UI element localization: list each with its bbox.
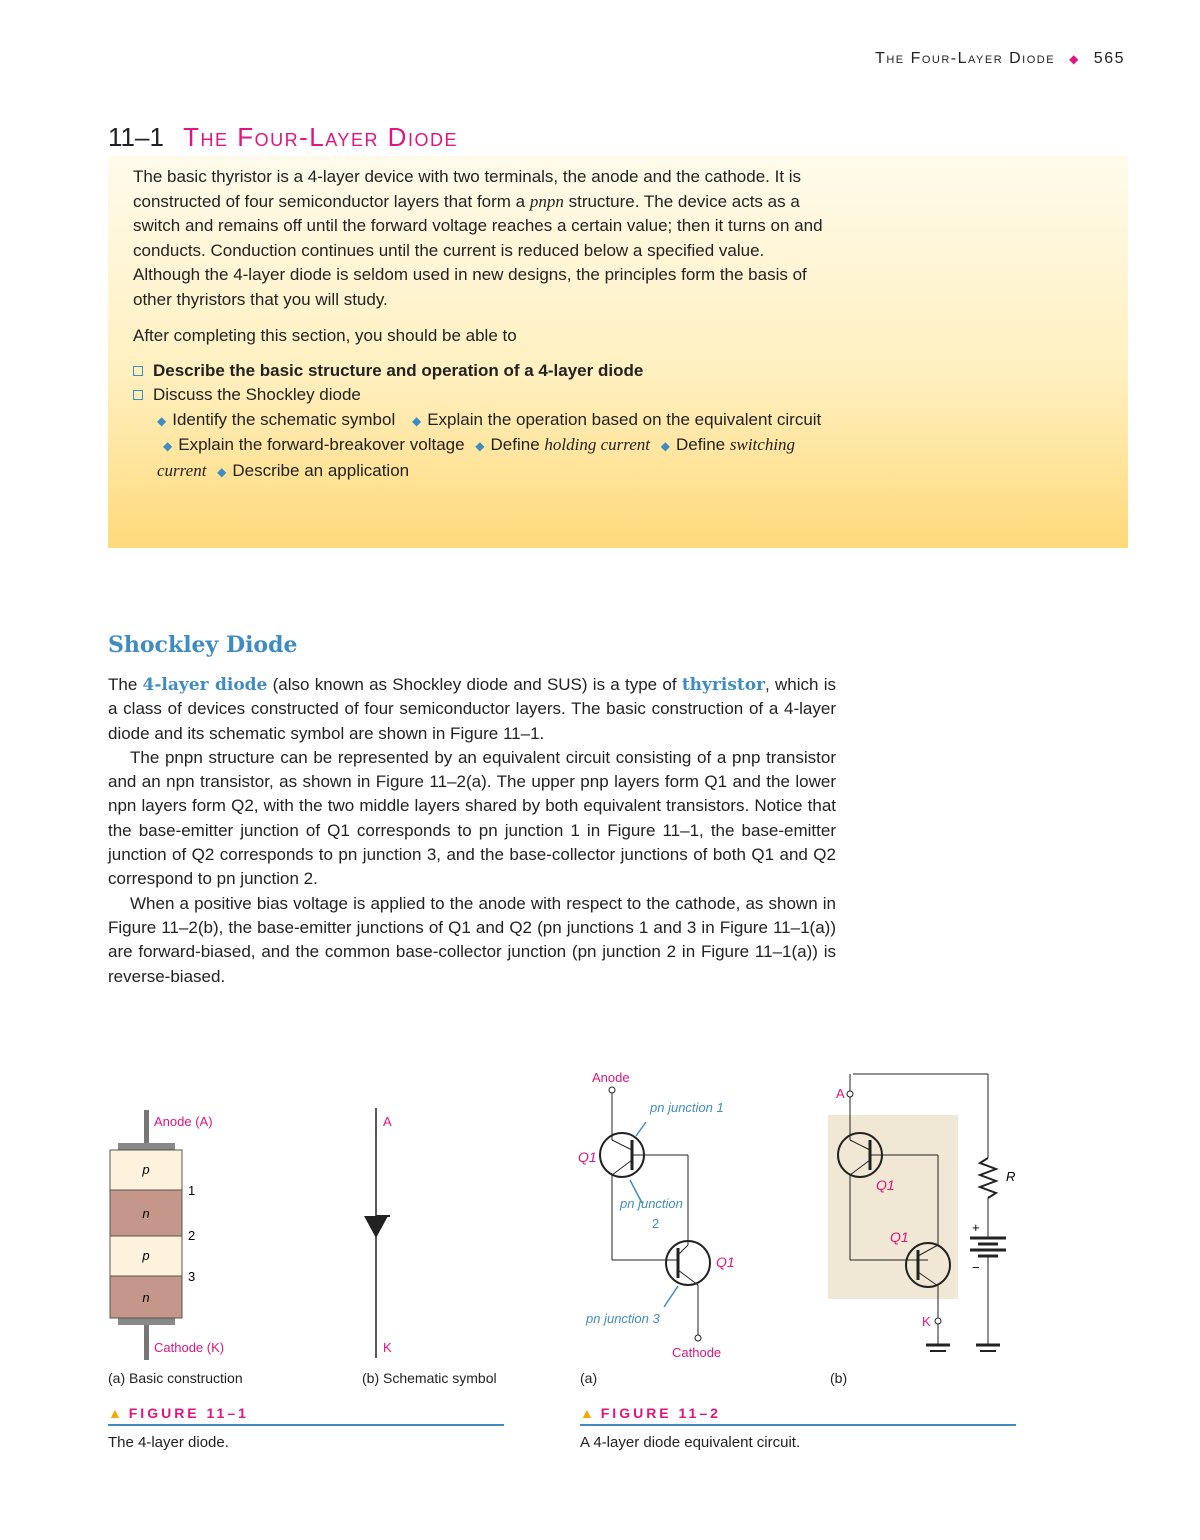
figure-11-2-diagram [560, 1060, 1030, 1370]
p1-text-c: , which is a class of devices constructed of four semiconductor layers. The basic construction of a 4-layer diode and its schematic symbol are shown in Figure 11–1. [108, 675, 836, 743]
body-paragraph-3: When a positive bias voltage is applied to the anode with respect to the cathode, as shown in Figure 11–2(b), the base-emitter junctions of Q1 and Q2 (pn junctions 1 and 3 in Figure 11–1(a)) are forward-biased, and the common base-collector junction (pn junction 2 in Figure 11–1(a)) is reverse-biased. [108, 893, 836, 986]
b-cathode-label: K [922, 1314, 931, 1329]
sub-objective-5-term: switching current [157, 435, 796, 480]
sub-objective-3: Explain the forward-breakover voltage [178, 435, 465, 454]
symbol-triangle [364, 1216, 388, 1238]
figure-1-title [108, 1405, 249, 1421]
anode-label: Anode [592, 1070, 630, 1085]
b-q1-label: Q1 [876, 1177, 895, 1193]
junction-label: 2 [188, 1228, 196, 1243]
objective-2-text: Discuss the Shockley diode [153, 385, 361, 404]
b-q2-label: Q1 [890, 1229, 909, 1245]
b-cathode-terminal [935, 1318, 941, 1324]
figure-1-rule [108, 1424, 504, 1426]
square-bullet-icon [133, 366, 143, 376]
diamond-icon: ◆ [1069, 52, 1080, 66]
section-title: The Four-Layer Diode [183, 122, 458, 152]
figure-1-caption: The 4-layer diode. [108, 1434, 229, 1451]
diamond-bullet-icon: ◆ [660, 439, 670, 453]
b-anode-terminal [847, 1091, 853, 1097]
sub-objective-4: Define [490, 435, 540, 454]
sub-objective-4-term: holding current [544, 435, 651, 454]
intro-text [133, 165, 833, 484]
pn3-arrow-icon [664, 1286, 678, 1307]
junction-label: 1 [188, 1183, 196, 1198]
cathode-label: Cathode (K) [154, 1340, 225, 1355]
symbol-anode-label: A [383, 1114, 392, 1129]
figure-2-caption: A 4-layer diode equivalent circuit. [580, 1434, 801, 1451]
cathode-terminal [695, 1335, 701, 1341]
objective-item-1 [133, 359, 833, 384]
figure-1-title-text: FIGURE 11–1 [128, 1405, 249, 1421]
q1-emitter [612, 1140, 632, 1150]
body-paragraph-2: The pnpn structure can be represented by an equivalent circuit consisting of a pnp transistor and an npn transistor, as shown in Figure 11–2(a). The upper pnp layers form Q1 and the lower npn layers form Q2, with the two middle layers shared by both equivalent transistors. Notice that the base-emitter junction of Q1 corresponds to pn junction 1 in Figure 11–1, the base-emitter junction of Q2 corresponds to pn junction 3, and the base-collector junctions of both Q1 and Q2 correspond to pn junction 2. [108, 747, 836, 889]
junction-label: 3 [188, 1269, 196, 1284]
running-title: The Four-Layer Diode [875, 50, 1056, 67]
b-anode-label: A [836, 1086, 845, 1101]
diamond-bullet-icon: ◆ [217, 464, 227, 479]
anode-cap [118, 1143, 175, 1150]
figure-11-1-diagram [100, 1100, 520, 1370]
objective-item-2 [133, 383, 833, 408]
square-bullet-icon [133, 390, 143, 400]
section-number: 11–1 [108, 122, 164, 152]
figure-2-title-text: FIGURE 11–2 [600, 1405, 721, 1421]
page-number: 565 [1093, 50, 1125, 67]
pn2-label: pn junction [620, 1196, 683, 1211]
q2-transistor [666, 1241, 710, 1285]
diamond-bullet-icon: ◆ [157, 413, 167, 428]
figure-1-label-b: (b) Schematic symbol [362, 1370, 497, 1386]
section-heading [108, 122, 1128, 159]
sub-objective-2: Explain the operation based on the equivalent circuit [427, 409, 822, 429]
pn3-label: pn junction 3 [586, 1311, 660, 1326]
figure-2-label-b: (b) [830, 1370, 848, 1386]
body-paragraph-1 [108, 673, 836, 746]
anode-terminal [609, 1087, 615, 1093]
triangle-icon: ▲ [580, 1405, 594, 1421]
sub-objective-6: Describe an application [232, 460, 410, 480]
triangle-icon: ▲ [108, 1405, 122, 1421]
q2-label: Q1 [716, 1254, 735, 1270]
figure-2-label-a: (a) [580, 1370, 598, 1386]
figure-2-rule [580, 1424, 1016, 1426]
p1-text-b: (also known as Shockley diode and SUS) is a type of [272, 675, 677, 694]
intro-part-2: structure. The device acts as a switch and remains off until the forward voltage reaches a certain value; then it turns on and conducts. Conduction continues until the current is reduced below a specified value. Although the 4-layer diode is seldom used in new designs, the principles form the basis of other thyristors that you will study. [133, 191, 823, 309]
layer-label: n [142, 1206, 150, 1221]
battery-plus-label: + [972, 1220, 980, 1235]
symbol-cathode-label: K [383, 1340, 392, 1355]
battery-minus-label: − [972, 1260, 980, 1275]
figure-2-title [580, 1405, 721, 1421]
objectives-lead: After completing this section, you should be able to [133, 326, 517, 345]
pn2-number: 2 [652, 1216, 660, 1231]
sub-objective-5: Define [676, 435, 726, 454]
figure-1-label-a: (a) Basic construction [108, 1370, 243, 1386]
layer-label: p [142, 1248, 150, 1263]
running-head [875, 50, 1125, 68]
q1-label: Q1 [578, 1149, 597, 1165]
objective-1-text: Describe the basic structure and operation of a 4-layer diode [153, 360, 644, 380]
cathode-label: Cathode [672, 1345, 722, 1360]
key-term-thyristor: thyristor [681, 675, 766, 695]
diamond-bullet-icon: ◆ [163, 439, 173, 453]
intro-italic: pnpn [529, 191, 564, 211]
sub-objective-1: Identify the schematic symbol [172, 409, 396, 429]
intro-paragraph [133, 165, 833, 312]
intro-part-1: The basic thyristor is a 4-layer device with two terminals, the anode and the cathode. It is constructed of four semiconductor layers that form a [133, 167, 802, 211]
anode-label: Anode (A) [154, 1114, 213, 1129]
q1-collector [612, 1160, 632, 1175]
resistor-label: R [1006, 1169, 1016, 1184]
cathode-cap [118, 1318, 175, 1325]
diamond-bullet-icon: ◆ [411, 413, 422, 428]
layer-label: n [142, 1290, 150, 1305]
q2-emitter [678, 1270, 698, 1285]
layer-label: p [142, 1162, 150, 1177]
sub-objectives [133, 408, 833, 485]
subsection-title: Shockley Diode [108, 632, 298, 658]
pn1-label: pn junction 1 [650, 1100, 724, 1115]
pn1-arrow-icon [636, 1122, 646, 1136]
key-term-4-layer-diode: 4-layer diode [142, 675, 268, 695]
body-text [108, 673, 836, 989]
p1-text-a: The [108, 675, 138, 694]
resistor-icon [980, 1158, 996, 1198]
diamond-bullet-icon: ◆ [475, 439, 485, 453]
